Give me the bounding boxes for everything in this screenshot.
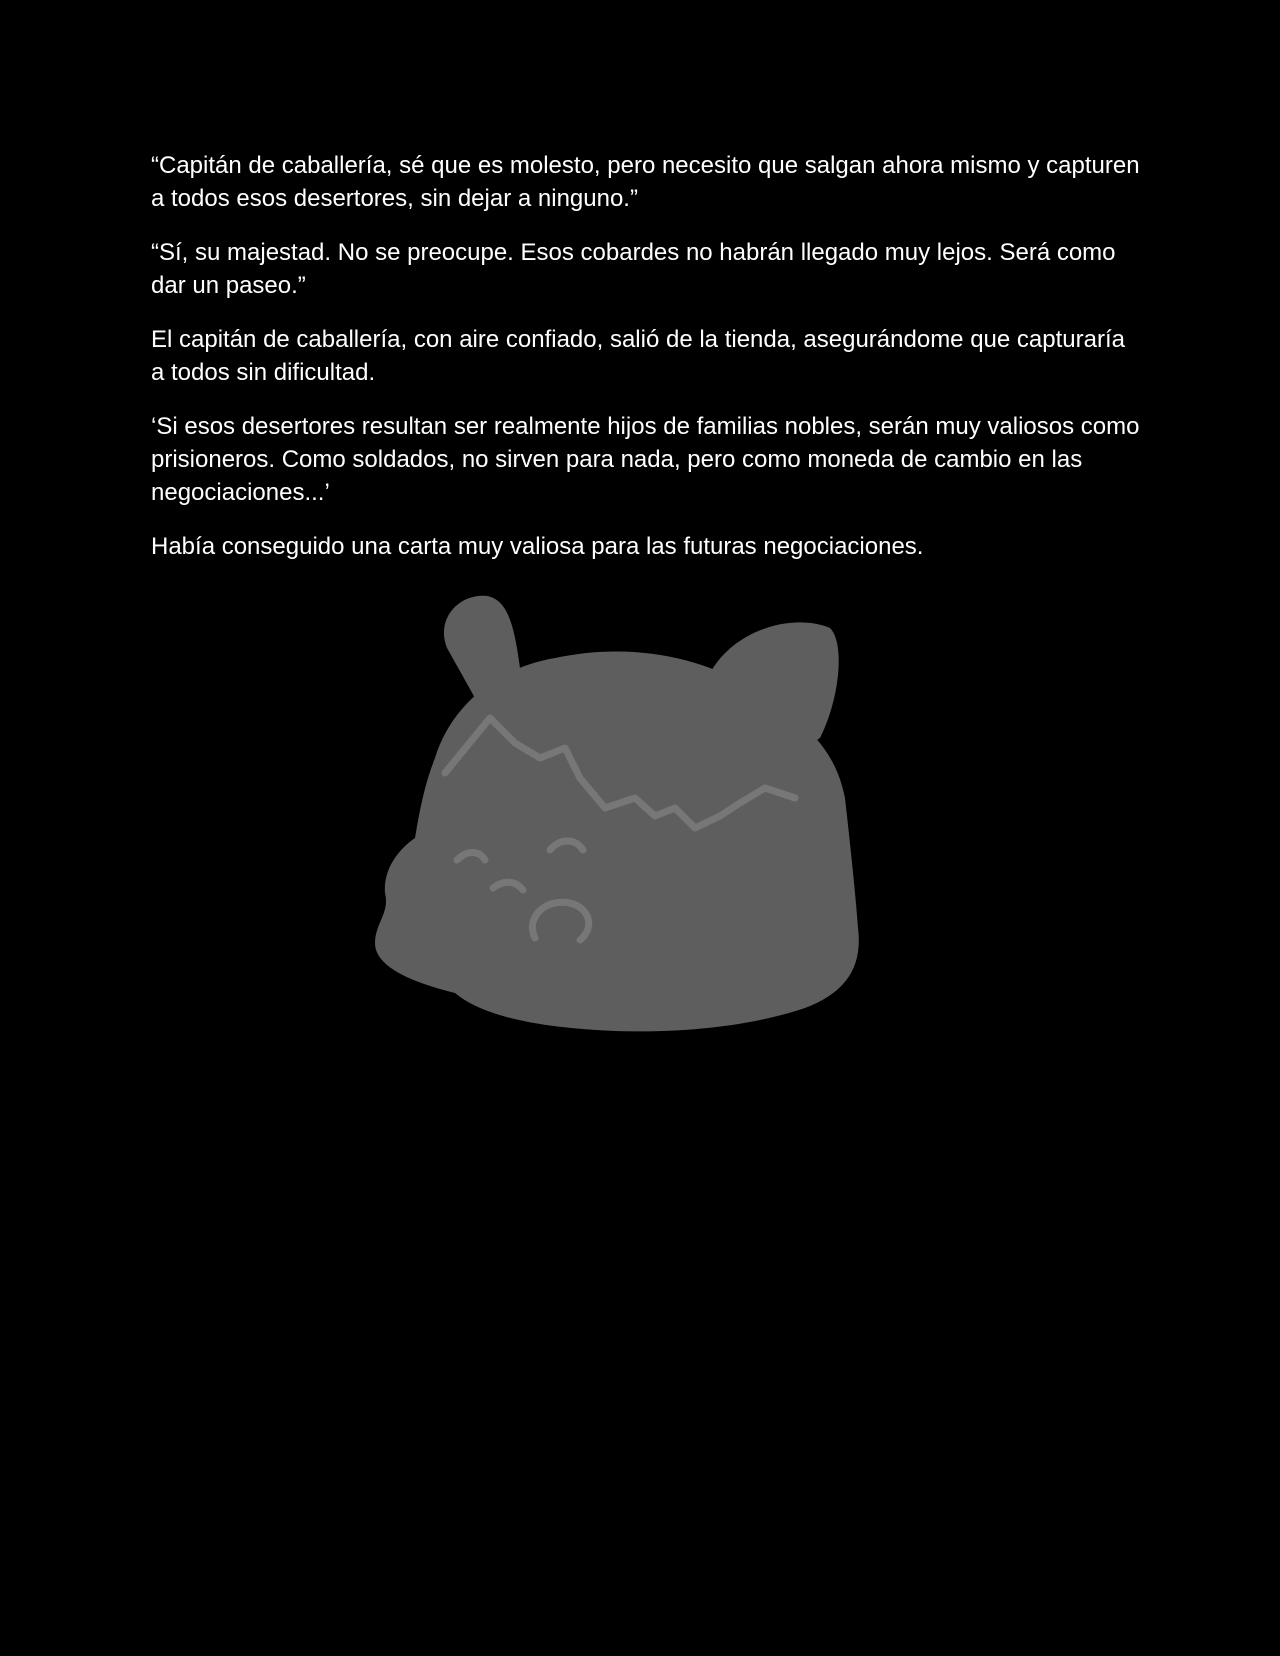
creature-body — [375, 596, 859, 1032]
paragraph: “Capitán de caballería, sé que es molesto, pero necesito que salgan ahora mismo y capturen a todos esos desertores, sin dejar a ninguno.” — [151, 152, 1140, 212]
paragraph: Había conseguido una carta muy valiosa para las futuras negociaciones. — [151, 533, 924, 560]
paragraph: El capitán de caballería, con aire confiado, salió de la tienda, asegurándome que capturaría a todos sin dificultad. — [151, 326, 1125, 386]
story-text — [151, 149, 1141, 584]
paragraph: “Sí, su majestad. No se preocupe. Esos cobardes no habrán llegado muy lejos. Será como dar un paseo.” — [151, 239, 1116, 299]
paragraph: ‘Si esos desertores resultan ser realmente hijos de familias nobles, serán muy valiosos como prisioneros. Como soldados, no sirven para nada, pero como moneda de cambio en las negociaciones...’ — [151, 413, 1140, 506]
sleeping-creature-icon — [375, 588, 915, 1058]
